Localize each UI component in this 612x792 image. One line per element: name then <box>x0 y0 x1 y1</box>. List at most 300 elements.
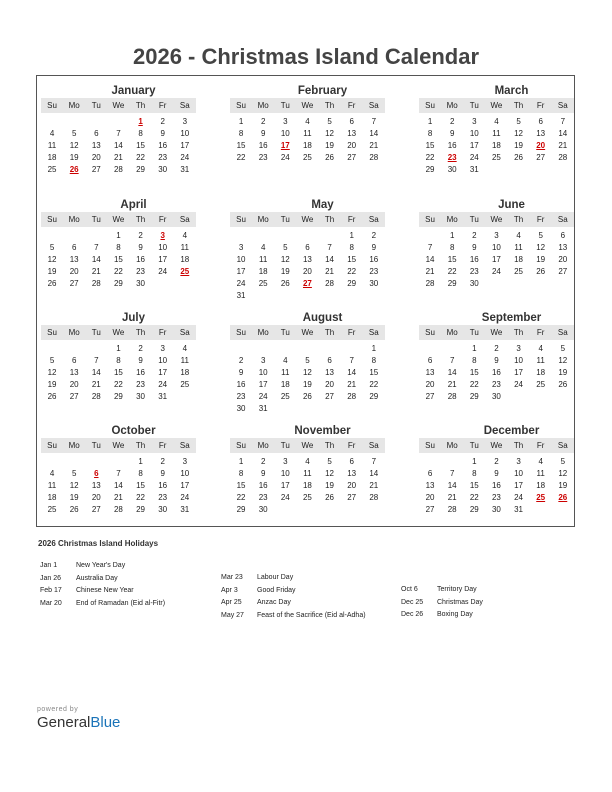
calendar-day[interactable]: 8 <box>449 243 455 252</box>
calendar-day[interactable]: 21 <box>347 380 357 389</box>
calendar-day[interactable]: 9 <box>238 368 244 377</box>
calendar-day[interactable]: 25 <box>302 153 312 162</box>
calendar-day[interactable]: 2 <box>260 457 266 466</box>
calendar-day[interactable]: 19 <box>47 380 57 389</box>
calendar-day[interactable]: 23 <box>491 493 501 502</box>
calendar-day[interactable]: 6 <box>349 457 354 466</box>
calendar-day[interactable]: 25 <box>47 505 57 514</box>
calendar-day[interactable]: 12 <box>69 481 79 490</box>
calendar-day[interactable]: 24 <box>491 267 501 276</box>
calendar-day[interactable]: 29 <box>469 392 479 401</box>
calendar-day[interactable]: 24 <box>180 493 190 502</box>
calendar-day[interactable]: 30 <box>469 279 479 288</box>
holiday-day[interactable]: 23 <box>447 153 457 162</box>
calendar-day[interactable]: 27 <box>69 392 79 401</box>
calendar-day[interactable]: 12 <box>47 368 57 377</box>
calendar-day[interactable]: 1 <box>116 344 121 353</box>
calendar-day[interactable]: 25 <box>302 493 312 502</box>
calendar-day[interactable]: 12 <box>325 469 335 478</box>
calendar-day[interactable]: 13 <box>558 243 568 252</box>
calendar-day[interactable]: 8 <box>138 469 143 478</box>
calendar-day[interactable]: 15 <box>347 255 357 264</box>
calendar-day[interactable]: 16 <box>447 141 457 150</box>
calendar-day[interactable]: 19 <box>558 368 568 377</box>
calendar-day[interactable]: 9 <box>260 129 266 138</box>
calendar-day[interactable]: 4 <box>283 356 288 365</box>
calendar-day[interactable]: 4 <box>49 129 55 138</box>
calendar-day[interactable]: 14 <box>558 129 568 138</box>
calendar-day[interactable]: 7 <box>371 117 377 126</box>
calendar-day[interactable]: 22 <box>113 380 123 389</box>
calendar-day[interactable]: 24 <box>258 392 268 401</box>
calendar-day[interactable]: 1 <box>449 231 455 240</box>
calendar-day[interactable]: 27 <box>347 493 357 502</box>
calendar-day[interactable]: 4 <box>305 457 310 466</box>
calendar-day[interactable]: 13 <box>425 481 435 490</box>
calendar-day[interactable]: 11 <box>303 469 312 478</box>
calendar-day[interactable]: 23 <box>258 153 268 162</box>
calendar-day[interactable]: 10 <box>491 243 501 252</box>
calendar-day[interactable]: 4 <box>538 457 543 466</box>
calendar-day[interactable]: 24 <box>180 153 190 162</box>
calendar-day[interactable]: 26 <box>325 493 335 502</box>
calendar-day[interactable]: 16 <box>136 368 146 377</box>
calendar-day[interactable]: 17 <box>514 481 524 490</box>
calendar-day[interactable]: 31 <box>158 392 168 401</box>
calendar-day[interactable]: 19 <box>69 153 79 162</box>
calendar-day[interactable]: 29 <box>113 392 123 401</box>
calendar-day[interactable]: 3 <box>472 117 477 126</box>
calendar-day[interactable]: 23 <box>469 267 479 276</box>
calendar-day[interactable]: 2 <box>371 231 377 240</box>
calendar-day[interactable]: 12 <box>558 356 568 365</box>
calendar-day[interactable]: 12 <box>47 255 57 264</box>
calendar-day[interactable]: 24 <box>158 267 168 276</box>
calendar-day[interactable]: 20 <box>69 380 79 389</box>
calendar-day[interactable]: 7 <box>116 469 121 478</box>
calendar-day[interactable]: 20 <box>558 255 568 264</box>
calendar-day[interactable]: 20 <box>302 267 312 276</box>
calendar-day[interactable]: 1 <box>472 457 477 466</box>
calendar-day[interactable]: 5 <box>283 243 288 252</box>
calendar-day[interactable]: 30 <box>136 279 146 288</box>
calendar-day[interactable]: 11 <box>303 129 312 138</box>
calendar-day[interactable]: 5 <box>305 356 310 365</box>
calendar-day[interactable]: 15 <box>236 481 246 490</box>
calendar-day[interactable]: 30 <box>158 165 168 174</box>
holiday-day[interactable]: 1 <box>138 117 143 126</box>
calendar-day[interactable]: 12 <box>280 255 290 264</box>
calendar-day[interactable]: 14 <box>91 255 101 264</box>
calendar-day[interactable]: 5 <box>49 356 55 365</box>
calendar-day[interactable]: 29 <box>347 279 357 288</box>
calendar-day[interactable]: 31 <box>180 505 190 514</box>
calendar-day[interactable]: 3 <box>516 344 521 353</box>
calendar-day[interactable]: 21 <box>113 493 123 502</box>
calendar-day[interactable]: 10 <box>180 469 190 478</box>
calendar-day[interactable]: 14 <box>425 255 435 264</box>
calendar-day[interactable]: 4 <box>182 231 188 240</box>
calendar-day[interactable]: 27 <box>347 153 357 162</box>
calendar-day[interactable]: 18 <box>258 267 268 276</box>
calendar-day[interactable]: 11 <box>180 243 189 252</box>
calendar-day[interactable]: 14 <box>113 481 123 490</box>
calendar-day[interactable]: 3 <box>516 457 521 466</box>
calendar-day[interactable]: 3 <box>160 344 165 353</box>
calendar-day[interactable]: 20 <box>425 380 435 389</box>
calendar-day[interactable]: 15 <box>469 368 479 377</box>
calendar-day[interactable]: 19 <box>69 493 79 502</box>
calendar-day[interactable]: 7 <box>371 457 377 466</box>
calendar-day[interactable]: 11 <box>47 141 57 150</box>
calendar-day[interactable]: 19 <box>536 255 546 264</box>
holiday-day[interactable]: 26 <box>69 165 79 174</box>
calendar-day[interactable]: 30 <box>491 392 501 401</box>
calendar-day[interactable]: 28 <box>369 493 379 502</box>
calendar-day[interactable]: 21 <box>369 141 379 150</box>
calendar-day[interactable]: 19 <box>558 481 568 490</box>
calendar-day[interactable]: 30 <box>136 392 146 401</box>
calendar-day[interactable]: 8 <box>238 469 244 478</box>
calendar-day[interactable]: 3 <box>182 117 188 126</box>
calendar-day[interactable]: 19 <box>514 141 524 150</box>
calendar-day[interactable]: 23 <box>136 380 146 389</box>
calendar-day[interactable]: 12 <box>302 368 312 377</box>
calendar-day[interactable]: 17 <box>491 255 501 264</box>
calendar-day[interactable]: 16 <box>469 255 479 264</box>
calendar-day[interactable]: 8 <box>371 356 377 365</box>
calendar-day[interactable]: 26 <box>536 267 546 276</box>
calendar-day[interactable]: 18 <box>302 141 312 150</box>
calendar-day[interactable]: 4 <box>49 469 55 478</box>
calendar-day[interactable]: 28 <box>113 165 123 174</box>
calendar-day[interactable]: 28 <box>347 392 357 401</box>
calendar-day[interactable]: 2 <box>494 457 499 466</box>
calendar-day[interactable]: 22 <box>136 493 146 502</box>
calendar-day[interactable]: 5 <box>560 457 566 466</box>
calendar-day[interactable]: 31 <box>258 404 268 413</box>
calendar-day[interactable]: 3 <box>494 231 499 240</box>
calendar-day[interactable]: 17 <box>236 267 246 276</box>
calendar-day[interactable]: 22 <box>469 380 479 389</box>
calendar-day[interactable]: 22 <box>369 380 379 389</box>
calendar-day[interactable]: 26 <box>69 505 79 514</box>
calendar-day[interactable]: 4 <box>305 117 310 126</box>
calendar-day[interactable]: 24 <box>280 493 290 502</box>
calendar-day[interactable]: 28 <box>447 505 457 514</box>
calendar-day[interactable]: 23 <box>158 493 168 502</box>
calendar-day[interactable]: 18 <box>536 368 546 377</box>
calendar-day[interactable]: 7 <box>449 469 455 478</box>
calendar-day[interactable]: 25 <box>280 392 290 401</box>
calendar-day[interactable]: 29 <box>425 165 435 174</box>
calendar-day[interactable]: 6 <box>538 117 543 126</box>
calendar-day[interactable]: 1 <box>472 344 477 353</box>
holiday-day[interactable]: 20 <box>536 141 546 150</box>
calendar-day[interactable]: 10 <box>158 356 168 365</box>
calendar-day[interactable]: 9 <box>138 356 143 365</box>
calendar-day[interactable]: 29 <box>447 279 457 288</box>
calendar-day[interactable]: 5 <box>327 117 332 126</box>
calendar-day[interactable]: 5 <box>560 344 566 353</box>
calendar-day[interactable]: 3 <box>283 457 288 466</box>
calendar-day[interactable]: 20 <box>425 493 435 502</box>
calendar-day[interactable]: 21 <box>91 267 101 276</box>
calendar-day[interactable]: 20 <box>347 481 357 490</box>
calendar-day[interactable]: 18 <box>47 493 57 502</box>
calendar-day[interactable]: 23 <box>236 392 246 401</box>
calendar-day[interactable]: 25 <box>180 380 190 389</box>
calendar-day[interactable]: 8 <box>427 129 433 138</box>
calendar-day[interactable]: 26 <box>514 153 524 162</box>
calendar-day[interactable]: 10 <box>514 356 524 365</box>
calendar-day[interactable]: 6 <box>71 356 77 365</box>
calendar-day[interactable]: 24 <box>514 380 524 389</box>
calendar-day[interactable]: 11 <box>536 469 545 478</box>
calendar-day[interactable]: 13 <box>347 469 357 478</box>
calendar-day[interactable]: 17 <box>158 368 168 377</box>
calendar-day[interactable]: 6 <box>427 469 433 478</box>
calendar-day[interactable]: 29 <box>236 505 246 514</box>
calendar-day[interactable]: 7 <box>349 356 354 365</box>
calendar-day[interactable]: 16 <box>158 141 168 150</box>
calendar-day[interactable]: 17 <box>258 380 268 389</box>
calendar-day[interactable]: 9 <box>449 129 455 138</box>
calendar-day[interactable]: 30 <box>258 505 268 514</box>
calendar-day[interactable]: 1 <box>371 344 377 353</box>
calendar-day[interactable]: 28 <box>91 279 101 288</box>
calendar-day[interactable]: 30 <box>491 505 501 514</box>
calendar-day[interactable]: 2 <box>238 356 244 365</box>
calendar-day[interactable]: 18 <box>47 153 57 162</box>
calendar-day[interactable]: 5 <box>516 117 521 126</box>
calendar-day[interactable]: 30 <box>158 505 168 514</box>
calendar-day[interactable]: 31 <box>180 165 190 174</box>
calendar-day[interactable]: 11 <box>536 356 545 365</box>
calendar-day[interactable]: 23 <box>158 153 168 162</box>
calendar-day[interactable]: 17 <box>180 481 190 490</box>
calendar-day[interactable]: 11 <box>47 481 57 490</box>
calendar-day[interactable]: 13 <box>425 368 435 377</box>
calendar-day[interactable]: 17 <box>514 368 524 377</box>
calendar-day[interactable]: 20 <box>91 493 101 502</box>
calendar-day[interactable]: 13 <box>347 129 357 138</box>
calendar-day[interactable]: 9 <box>138 243 143 252</box>
calendar-day[interactable]: 27 <box>325 392 335 401</box>
calendar-day[interactable]: 17 <box>469 141 479 150</box>
calendar-day[interactable]: 21 <box>369 481 379 490</box>
calendar-day[interactable]: 10 <box>280 469 290 478</box>
calendar-day[interactable]: 7 <box>116 129 121 138</box>
calendar-day[interactable]: 18 <box>180 368 190 377</box>
calendar-day[interactable]: 21 <box>447 380 457 389</box>
calendar-day[interactable]: 6 <box>327 356 332 365</box>
calendar-day[interactable]: 2 <box>138 344 143 353</box>
calendar-day[interactable]: 25 <box>258 279 268 288</box>
calendar-day[interactable]: 11 <box>281 368 290 377</box>
calendar-day[interactable]: 10 <box>236 255 246 264</box>
calendar-day[interactable]: 27 <box>91 165 101 174</box>
calendar-day[interactable]: 29 <box>136 505 146 514</box>
brand-logo[interactable] <box>37 706 120 731</box>
calendar-day[interactable]: 7 <box>94 356 99 365</box>
calendar-day[interactable]: 11 <box>180 356 189 365</box>
calendar-day[interactable]: 3 <box>238 243 244 252</box>
calendar-day[interactable]: 22 <box>236 493 246 502</box>
calendar-day[interactable]: 3 <box>260 356 266 365</box>
calendar-day[interactable]: 28 <box>325 279 335 288</box>
calendar-day[interactable]: 27 <box>91 505 101 514</box>
calendar-day[interactable]: 6 <box>427 356 433 365</box>
calendar-day[interactable]: 26 <box>47 279 57 288</box>
calendar-day[interactable]: 16 <box>136 255 146 264</box>
calendar-day[interactable]: 28 <box>558 153 568 162</box>
calendar-day[interactable]: 16 <box>491 368 501 377</box>
calendar-day[interactable]: 26 <box>302 392 312 401</box>
calendar-day[interactable]: 4 <box>494 117 499 126</box>
calendar-day[interactable]: 21 <box>91 380 101 389</box>
calendar-day[interactable]: 10 <box>258 368 268 377</box>
calendar-day[interactable]: 4 <box>260 243 266 252</box>
calendar-day[interactable]: 9 <box>472 243 477 252</box>
calendar-day[interactable]: 8 <box>138 129 143 138</box>
calendar-day[interactable]: 6 <box>349 117 354 126</box>
calendar-day[interactable]: 2 <box>260 117 266 126</box>
calendar-day[interactable]: 24 <box>236 279 246 288</box>
calendar-day[interactable]: 24 <box>469 153 479 162</box>
calendar-day[interactable]: 15 <box>236 141 246 150</box>
calendar-day[interactable]: 5 <box>71 469 77 478</box>
calendar-day[interactable]: 31 <box>514 505 524 514</box>
calendar-day[interactable]: 2 <box>494 344 499 353</box>
calendar-day[interactable]: 16 <box>491 481 501 490</box>
calendar-day[interactable]: 6 <box>94 129 99 138</box>
holiday-day[interactable]: 17 <box>280 141 290 150</box>
calendar-day[interactable]: 2 <box>449 117 455 126</box>
calendar-day[interactable]: 15 <box>469 481 479 490</box>
calendar-day[interactable]: 18 <box>536 481 546 490</box>
calendar-day[interactable]: 21 <box>113 153 123 162</box>
calendar-day[interactable]: 14 <box>325 255 335 264</box>
calendar-day[interactable]: 26 <box>47 392 57 401</box>
calendar-day[interactable]: 4 <box>182 344 188 353</box>
calendar-day[interactable]: 9 <box>494 356 499 365</box>
calendar-day[interactable]: 9 <box>371 243 377 252</box>
calendar-day[interactable]: 11 <box>259 255 268 264</box>
calendar-day[interactable]: 29 <box>369 392 379 401</box>
calendar-day[interactable]: 6 <box>560 231 566 240</box>
calendar-day[interactable]: 13 <box>302 255 312 264</box>
calendar-day[interactable]: 14 <box>369 469 379 478</box>
calendar-day[interactable]: 22 <box>469 493 479 502</box>
calendar-day[interactable]: 27 <box>558 267 568 276</box>
calendar-day[interactable]: 24 <box>158 380 168 389</box>
calendar-day[interactable]: 11 <box>492 129 501 138</box>
calendar-day[interactable]: 20 <box>69 267 79 276</box>
calendar-day[interactable]: 31 <box>236 291 246 300</box>
calendar-day[interactable]: 15 <box>136 141 146 150</box>
calendar-day[interactable]: 10 <box>158 243 168 252</box>
calendar-day[interactable]: 21 <box>425 267 435 276</box>
calendar-day[interactable]: 27 <box>425 392 435 401</box>
calendar-day[interactable]: 2 <box>138 231 143 240</box>
calendar-day[interactable]: 15 <box>113 255 123 264</box>
calendar-day[interactable]: 8 <box>238 129 244 138</box>
calendar-day[interactable]: 2 <box>472 231 477 240</box>
holiday-day[interactable]: 3 <box>160 231 165 240</box>
calendar-day[interactable]: 13 <box>536 129 546 138</box>
calendar-day[interactable]: 10 <box>180 129 190 138</box>
calendar-day[interactable]: 18 <box>302 481 312 490</box>
calendar-day[interactable]: 17 <box>158 255 168 264</box>
calendar-day[interactable]: 19 <box>325 481 335 490</box>
calendar-day[interactable]: 9 <box>160 469 165 478</box>
calendar-day[interactable]: 29 <box>136 165 146 174</box>
calendar-day[interactable]: 28 <box>425 279 435 288</box>
calendar-day[interactable]: 14 <box>113 141 123 150</box>
calendar-day[interactable]: 6 <box>71 243 77 252</box>
calendar-day[interactable]: 2 <box>160 457 165 466</box>
calendar-day[interactable]: 14 <box>91 368 101 377</box>
calendar-day[interactable]: 14 <box>369 129 379 138</box>
calendar-day[interactable]: 12 <box>558 469 568 478</box>
calendar-day[interactable]: 20 <box>347 141 357 150</box>
calendar-day[interactable]: 14 <box>347 368 357 377</box>
calendar-day[interactable]: 8 <box>116 356 121 365</box>
calendar-day[interactable]: 1 <box>238 117 244 126</box>
calendar-day[interactable]: 5 <box>71 129 77 138</box>
calendar-day[interactable]: 7 <box>327 243 332 252</box>
calendar-day[interactable]: 8 <box>472 469 477 478</box>
calendar-day[interactable]: 27 <box>425 505 435 514</box>
calendar-day[interactable]: 13 <box>69 368 79 377</box>
calendar-day[interactable]: 15 <box>113 368 123 377</box>
calendar-day[interactable]: 8 <box>349 243 354 252</box>
calendar-day[interactable]: 16 <box>236 380 246 389</box>
calendar-day[interactable]: 7 <box>449 356 455 365</box>
calendar-day[interactable]: 19 <box>280 267 290 276</box>
calendar-day[interactable]: 26 <box>280 279 290 288</box>
calendar-day[interactable]: 5 <box>49 243 55 252</box>
calendar-day[interactable]: 16 <box>369 255 379 264</box>
calendar-day[interactable]: 20 <box>325 380 335 389</box>
calendar-day[interactable]: 30 <box>369 279 379 288</box>
calendar-day[interactable]: 31 <box>469 165 479 174</box>
calendar-day[interactable]: 1 <box>349 231 354 240</box>
calendar-day[interactable]: 10 <box>514 469 524 478</box>
calendar-day[interactable]: 22 <box>425 153 435 162</box>
calendar-day[interactable]: 23 <box>258 493 268 502</box>
holiday-day[interactable]: 26 <box>558 493 568 502</box>
calendar-day[interactable]: 21 <box>558 141 568 150</box>
calendar-day[interactable]: 9 <box>494 469 499 478</box>
calendar-day[interactable]: 12 <box>325 129 335 138</box>
calendar-day[interactable]: 16 <box>158 481 168 490</box>
calendar-day[interactable]: 11 <box>514 243 523 252</box>
calendar-day[interactable]: 13 <box>69 255 79 264</box>
calendar-day[interactable]: 23 <box>491 380 501 389</box>
calendar-day[interactable]: 23 <box>136 267 146 276</box>
calendar-day[interactable]: 22 <box>113 267 123 276</box>
calendar-day[interactable]: 21 <box>447 493 457 502</box>
calendar-day[interactable]: 7 <box>560 117 566 126</box>
calendar-day[interactable]: 8 <box>116 243 121 252</box>
calendar-day[interactable]: 7 <box>94 243 99 252</box>
calendar-day[interactable]: 9 <box>260 469 266 478</box>
calendar-day[interactable]: 15 <box>425 141 435 150</box>
calendar-day[interactable]: 25 <box>514 267 524 276</box>
calendar-day[interactable]: 22 <box>236 153 246 162</box>
